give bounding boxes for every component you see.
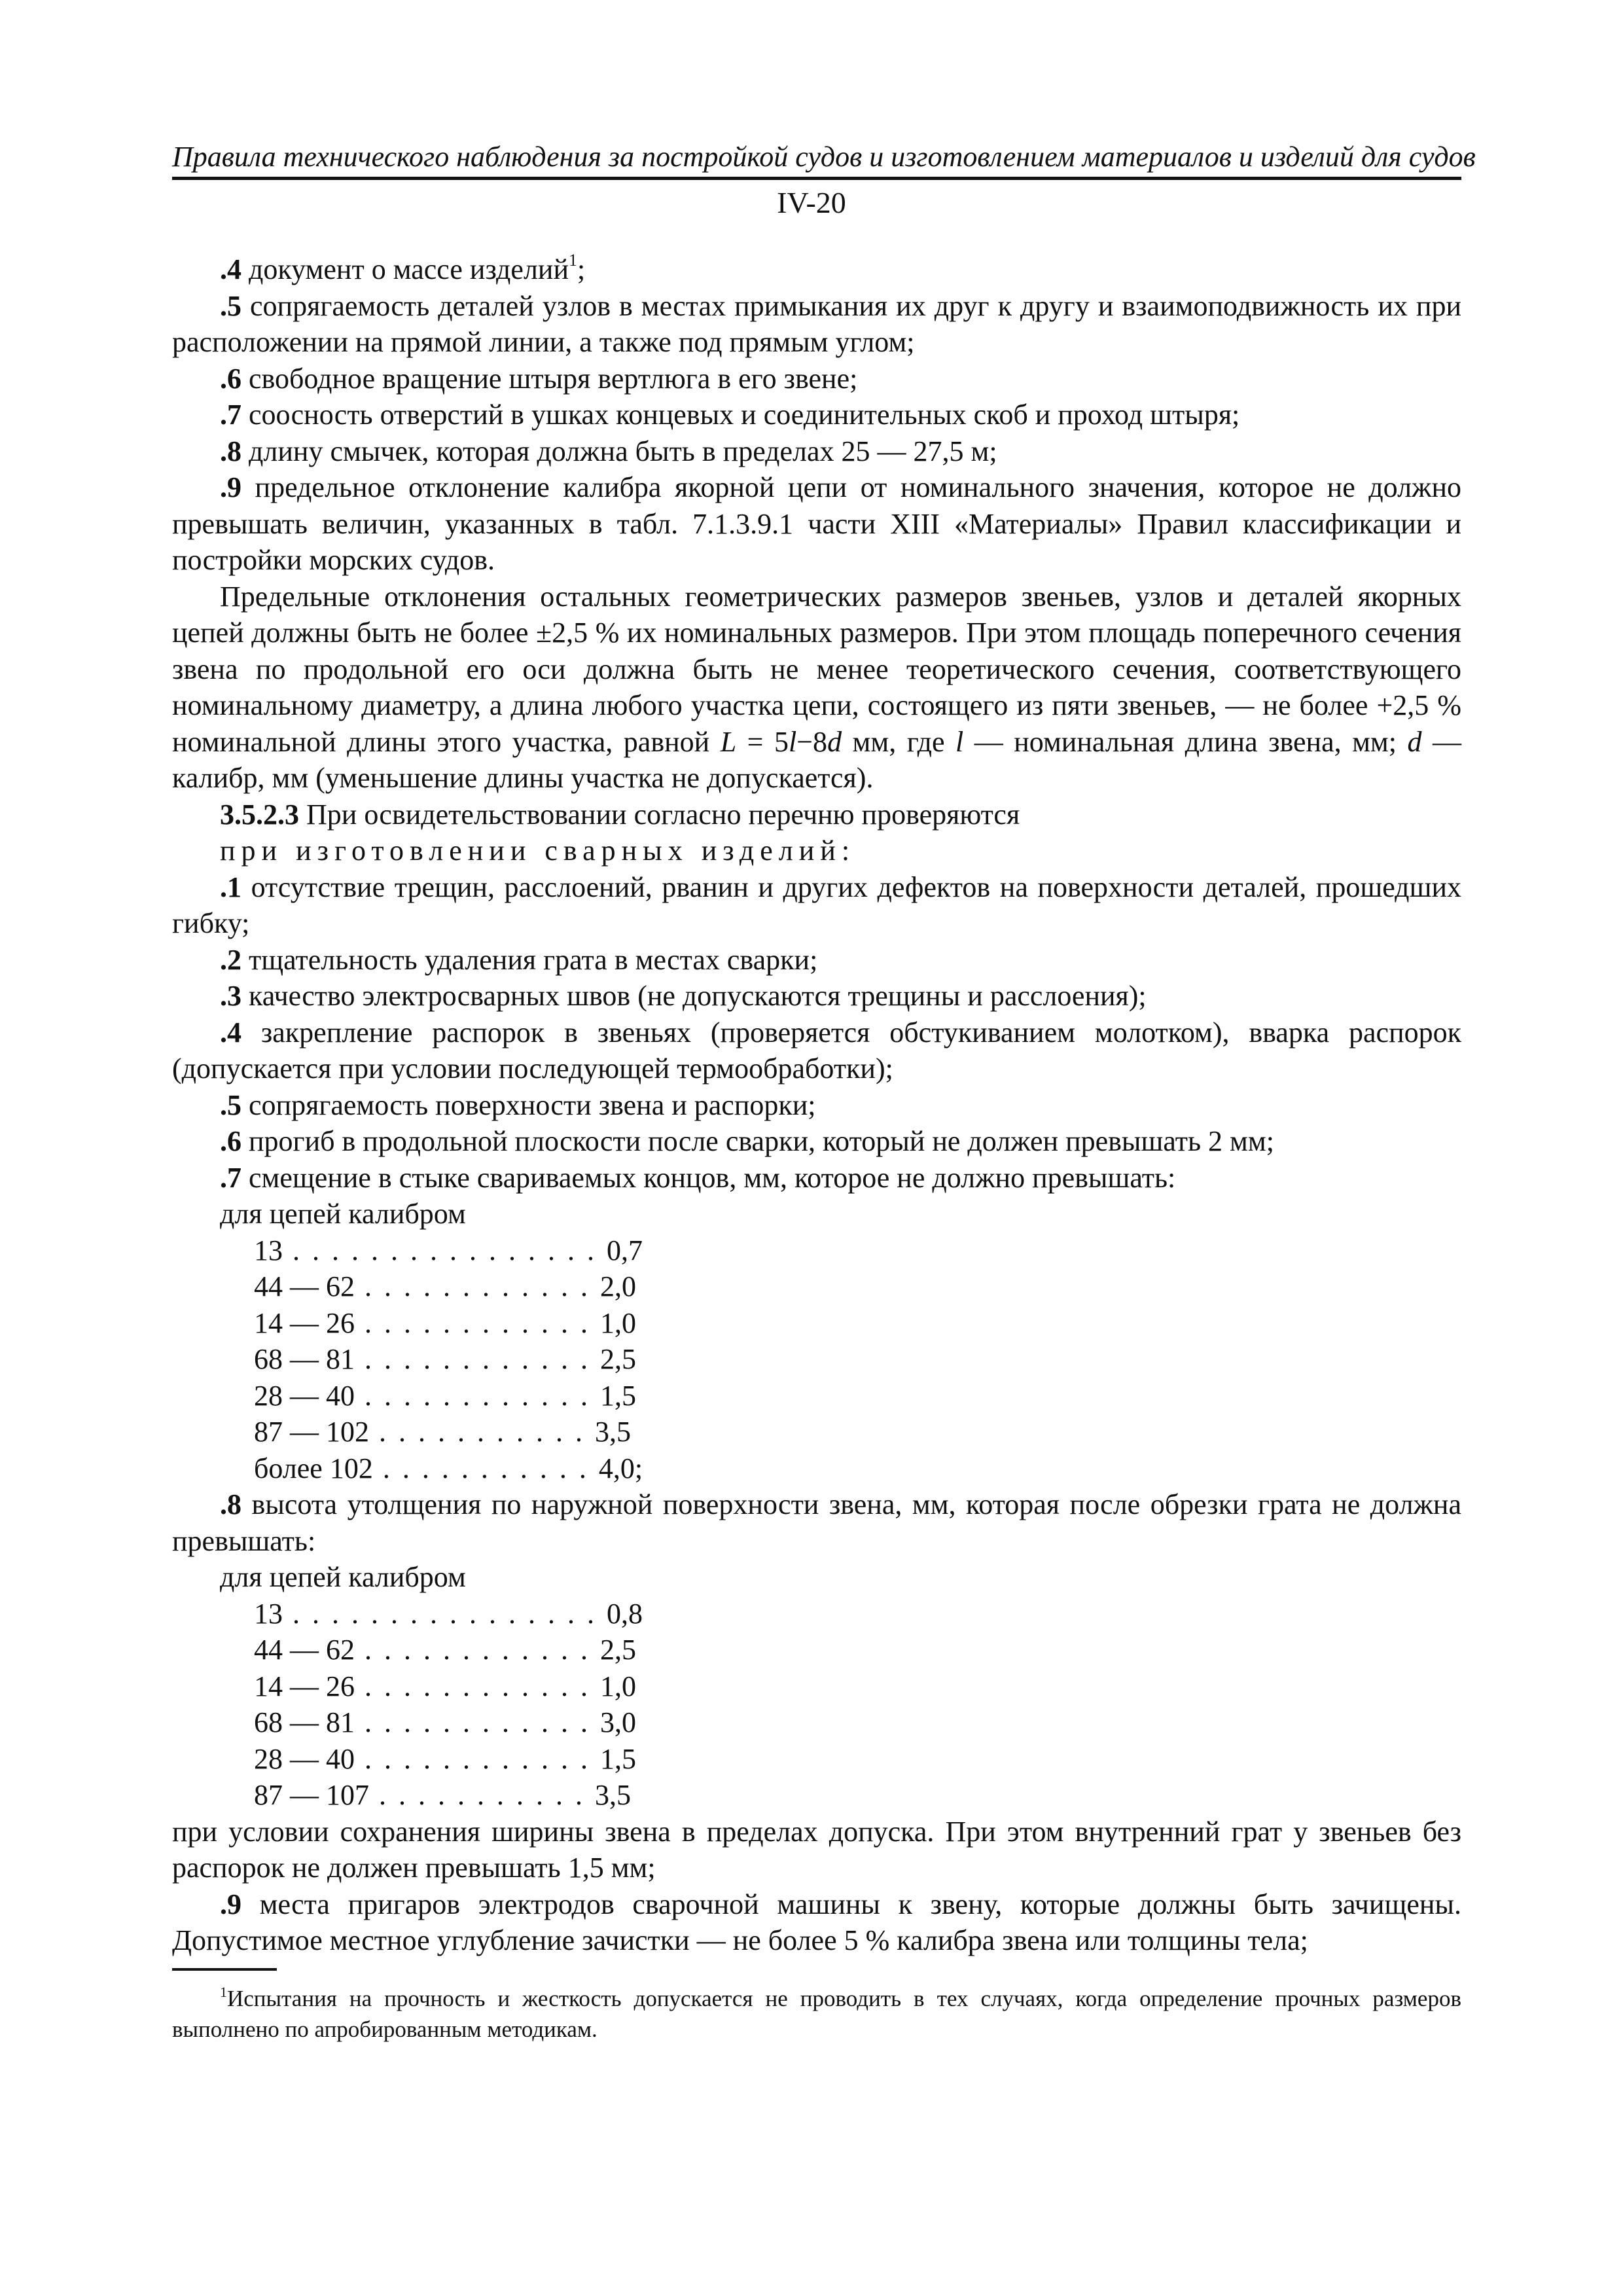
table-row (172, 1668, 1461, 1705)
footnote-rule (172, 1968, 277, 1971)
list-item (172, 869, 1461, 942)
text-run: — номинальная длина звена, мм; (963, 725, 1408, 758)
var-l: l (955, 725, 964, 758)
item-number: .7 (220, 399, 241, 431)
table-heading: для цепей калибром (220, 1561, 466, 1593)
formula-part: = 5 (736, 725, 789, 758)
item-number: .6 (220, 1125, 241, 1157)
table-value: 4,0; (598, 1452, 643, 1484)
section-text: При освидетельствовании согласно перечню проверяются (299, 798, 1020, 831)
item-number: .8 (220, 435, 241, 467)
caliber-range: 28 — 40 (254, 1742, 355, 1775)
table-value: 1,5 (600, 1379, 636, 1412)
table-value: 0,7 (607, 1234, 643, 1266)
item-text: сопрягаемость поверхности звена и распорки; (241, 1088, 816, 1121)
leader-dots: . . . . . . . . . . . . (355, 1343, 600, 1375)
table-value: 2,5 (600, 1343, 636, 1375)
list-item (172, 1160, 1461, 1196)
text-run: 2,5 % их номинальных размеров. При этом площадь поперечного сечения звена по продольной его оси должна быть не менее теоретического сечения, соответствующего номинальному диаметру, а длина любого участка цепи, состоящего из пяти звеньев, — не более (172, 617, 1461, 721)
item-number: .4 (220, 253, 241, 285)
table-row (172, 1341, 1461, 1378)
table-value: 1,5 (600, 1742, 636, 1775)
list-item (172, 942, 1461, 978)
list-item (172, 469, 1461, 579)
footnote-mark: 1 (220, 1984, 227, 2000)
list-item (172, 1886, 1461, 1959)
formula-var-d: d (827, 725, 842, 758)
item-text: качество электросварных швов (не допускаются трещины и расслоения); (241, 980, 1147, 1012)
table-row (172, 1777, 1461, 1814)
footnote-text-block (172, 1983, 1461, 2045)
caliber-range: 44 — 62 (254, 1634, 355, 1666)
list-item (172, 978, 1461, 1014)
footnote-text: Испытания на прочность и жесткость допускается не проводить в тех случаях, когда определение прочных размеров выполнено по апробированным методикам. (172, 1986, 1461, 2042)
table-row (172, 1305, 1461, 1342)
table-row (172, 1632, 1461, 1668)
item-text: прогиб в продольной плоскости после сварки, который не должен превышать 2 мм; (241, 1125, 1274, 1157)
table-heading: для цепей калибром (220, 1198, 466, 1230)
page-body (172, 251, 1461, 1959)
leader-dots: . . . . . . . . . . . (369, 1416, 595, 1448)
item-number: .3 (220, 980, 241, 1012)
caliber-range: 68 — 81 (254, 1343, 355, 1375)
footnote (172, 1983, 1461, 2045)
caliber-range: 44 — 62 (254, 1270, 355, 1302)
section-number: 3.5.2.3 (220, 798, 299, 831)
table-row (172, 1414, 1461, 1450)
caliber-range: 14 — 26 (254, 1306, 355, 1339)
item-number: .9 (220, 1888, 241, 1920)
list-item (172, 1014, 1461, 1087)
leader-dots: . . . . . . . . . . . (369, 1779, 595, 1811)
item-number: .8 (220, 1488, 241, 1520)
formula-var-l: l (789, 725, 797, 758)
item-text: соосность отверстий в ушках концевых и соединительных скоб и проход штыря; (241, 399, 1240, 431)
header-rule (172, 177, 1461, 180)
leader-dots: . . . . . . . . . . . . (355, 1634, 600, 1666)
item-text: сопрягаемость деталей узлов в местах примыкания их друг к другу и взаимоподвижность их при расположении на прямой линии, а также под прямым углом; (172, 289, 1461, 358)
text-run: Предельные отклонения остальных геометрических размеров звеньев, узлов и деталей якорных цепей должны быть не более (172, 580, 1461, 649)
table-value: 2,5 (600, 1634, 636, 1666)
table-row (172, 1232, 1461, 1269)
page-number: IV-20 (777, 186, 846, 219)
caliber-range: более 102 (254, 1452, 373, 1484)
text-run: мм, где (842, 725, 956, 758)
caliber-range: 68 — 81 (254, 1706, 355, 1738)
item-number: .7 (220, 1161, 241, 1194)
formula-part: −8 (796, 725, 828, 758)
list-item (172, 1486, 1461, 1559)
item-number: .5 (220, 1088, 241, 1121)
table-value: 1,0 (600, 1306, 636, 1339)
list-item (172, 433, 1461, 470)
plus-minus-sign: ± (535, 617, 552, 649)
table-row (172, 1741, 1461, 1778)
section-subheading: при изготовлении сварных изделий: (220, 834, 856, 867)
item-number: .6 (220, 362, 241, 395)
leader-dots: . . . . . . . . . . . . (355, 1670, 600, 1702)
item-text: закрепление распорок в звеньях (проверяется обстукиванием молотком), вварка распорок (допускается при условии последующей термообработки); (172, 1016, 1461, 1085)
list-item (172, 251, 1461, 288)
leader-dots: . . . . . . . . . . . . (355, 1306, 600, 1339)
caliber-range: 28 — 40 (254, 1379, 355, 1412)
caliber-range: 13 (254, 1234, 283, 1266)
table-row (172, 1596, 1461, 1632)
leader-dots: . . . . . . . . . . . (372, 1452, 599, 1484)
table-value: 0,8 (607, 1597, 643, 1630)
item-number: .2 (220, 943, 241, 976)
leader-dots: . . . . . . . . . . . . (355, 1379, 600, 1412)
caliber-range: 87 — 107 (254, 1779, 369, 1811)
table-value: 3,0 (600, 1706, 636, 1738)
text-run: — калибр, мм (уменьшение длины участка не допускается). (172, 725, 1462, 794)
table-value: 3,5 (595, 1416, 631, 1448)
var-d: d (1407, 725, 1422, 758)
list-item (172, 288, 1461, 361)
footnote-ref: 1 (569, 251, 578, 270)
list-item (172, 361, 1461, 397)
item-number: .9 (220, 471, 241, 503)
list-item (172, 397, 1461, 433)
caliber-range: 87 — 102 (254, 1416, 369, 1448)
leader-dots: . . . . . . . . . . . . (355, 1742, 600, 1775)
section-heading (172, 797, 1461, 833)
list-item (172, 1087, 1461, 1124)
list-item (172, 1123, 1461, 1160)
table-row (172, 1704, 1461, 1741)
text-run: 2,5 % номинальной длины этого участка, равной (172, 689, 1461, 758)
formula-var-L: L (720, 725, 737, 758)
caliber-range: 13 (254, 1597, 283, 1630)
item-text: документ о массе изделий (241, 253, 569, 285)
plus-sign: + (1376, 689, 1393, 721)
item-number: .1 (220, 870, 241, 903)
running-header: Правила технического наблюдения за постройкой судов и изготовлением материалов и изделий для судов (172, 141, 1476, 173)
table-value: 2,0 (600, 1270, 636, 1302)
item-text: высота утолщения по наружной поверхности звена, мм, которая после обрезки грата не должна превышать: (172, 1488, 1461, 1557)
item-text: тщательность удаления грата в местах сварки; (241, 943, 818, 976)
table-continuation: при условии сохранения ширины звена в пределах допуска. При этом внутренний грат у звеньев без распорок не должен превышать 1,5 мм; (172, 1815, 1461, 1884)
deviation-paragraph (172, 579, 1461, 797)
table-row (172, 1450, 1461, 1487)
caliber-range: 14 — 26 (254, 1670, 355, 1702)
leader-dots: . . . . . . . . . . . . (355, 1270, 600, 1302)
item-text: смещение в стыке свариваемых концов, мм, которое не должно превышать: (241, 1161, 1176, 1194)
table-row (172, 1268, 1461, 1305)
leader-dots: . . . . . . . . . . . . . . . . (283, 1234, 607, 1266)
item-text: предельное отклонение калибра якорной цепи от номинального значения, которое не должно превышать величин, указанных в табл. 7.1.3.9.1 части XIII «Материалы» Правил классификации и постройки морских судов. (172, 471, 1461, 576)
item-text: отсутствие трещин, расслоений, рванин и других дефектов на поверхности деталей, прошедших гибку; (172, 870, 1461, 939)
table-value: 1,0 (600, 1670, 636, 1702)
table-value: 3,5 (595, 1779, 631, 1811)
item-text-tail: ; (577, 253, 586, 285)
leader-dots: . . . . . . . . . . . . . . . . (283, 1597, 607, 1630)
item-text: длину смычек, которая должна быть в пределах 25 — 27,5 м; (241, 435, 997, 467)
leader-dots: . . . . . . . . . . . . (355, 1706, 600, 1738)
item-number: .4 (220, 1016, 241, 1049)
item-text: места пригаров электродов сварочной машины к звену, которые должны быть зачищены. Допустимое местное углубление зачистки — не более 5 % калибра звена или толщины тела; (172, 1888, 1461, 1956)
item-text: свободное вращение штыря вертлюга в его звене; (241, 362, 858, 395)
table-row (172, 1378, 1461, 1414)
item-number: .5 (220, 289, 241, 322)
